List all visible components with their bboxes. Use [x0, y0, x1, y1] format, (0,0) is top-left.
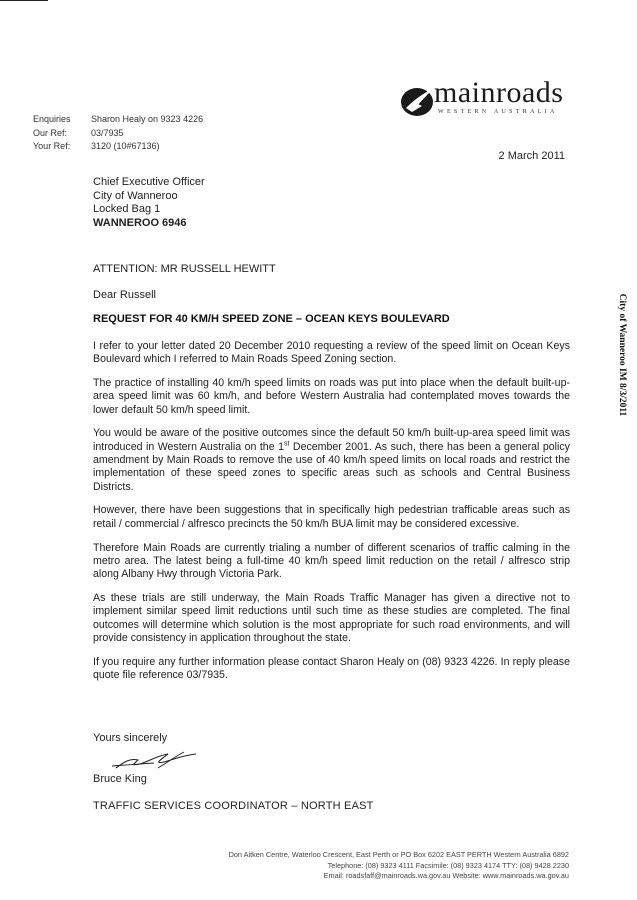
mainroads-logo	[398, 76, 578, 120]
attention-line: ATTENTION: MR RUSSELL HEWITT	[93, 263, 276, 275]
mainroads-logo-icon	[398, 82, 436, 120]
reference-label: Your Ref:	[33, 141, 71, 151]
body-paragraph: The practice of installing 40 km/h speed limits on roads was put into place when the default built-up-area speed limit was 60 km/h, and before Western Australia had contemplated moves towards the lower default 50 km/h speed limit.	[93, 377, 570, 416]
logo-subtitle: WESTERN AUSTRALIA	[438, 109, 558, 115]
reference-value: Sharon Healy on 9323 4226	[91, 114, 204, 124]
footer-line: Telephone: (08) 9323 4111 Facsimile: (08) 9323 4174 TTY: (08) 9428 2230	[327, 860, 569, 870]
footer-line: Email: roadsfaff@mainroads.wa.gov.au Website: www.mainroads.wa.gov.au	[323, 871, 569, 880]
address-line: Locked Bag 1	[93, 203, 161, 215]
corner-mark	[0, 0, 48, 1]
letter-date: 2 March 2011	[498, 150, 565, 162]
subject-heading: REQUEST FOR 40 KM/H SPEED ZONE – OCEAN KEYS BOULEVARD	[93, 313, 450, 325]
address-city-postcode: WANNEROO 6946	[93, 216, 187, 229]
recipient-address	[93, 176, 205, 230]
body-paragraph: I refer to your letter dated 20 December 2010 requesting a review of the speed limit on Ocean Keys Boulevard which I referred to Main Roads Speed Zoning section.	[93, 340, 570, 366]
letter-body	[93, 340, 570, 693]
reference-label: Enquiries	[33, 114, 71, 124]
reference-enquiries	[33, 113, 203, 127]
body-paragraph: If you require any further information please contact Sharon Healy on (08) 9323 4226. In reply please quote file reference 03/7935.	[93, 655, 570, 681]
reference-your-ref	[33, 140, 203, 154]
body-paragraph	[93, 427, 570, 493]
closing: Yours sincerely	[93, 732, 168, 744]
address-line: City of Wanneroo	[93, 189, 178, 202]
signer-title: TRAFFIC SERVICES COORDINATOR – NORTH EAST	[93, 800, 374, 812]
body-paragraph: However, there have been suggestions that in specifically high pedestrian trafficable areas such as retail / commercial / alfresco precincts the 50 km/h BUA limit may be considered excessive.	[93, 504, 570, 530]
ordinal-suffix: st	[283, 440, 290, 448]
reference-our-ref	[33, 127, 203, 141]
stamp-text: City of Wanneroo IM 8/3/2011	[617, 293, 627, 417]
reference-label: Our Ref:	[33, 127, 68, 138]
reference-block	[33, 113, 203, 154]
address-line: Chief Executive Officer	[93, 176, 205, 188]
body-paragraph: Therefore Main Roads are currently trialing a number of different scenarios of traffic calming in the metro area. The latest being a full-time 40 km/h speed limit reduction on the retail / alfresco strip along Albany Hwy through Victoria Park.	[93, 541, 570, 581]
body-paragraph: As these trials are still underway, the Main Roads Traffic Manager has given a directive not to implement similar speed limit reductions until such time as these studies are completed. The final outcomes will determine which solution is the most appropriate for such road environments, and will provide consistency in application throughout the state.	[93, 591, 570, 644]
signer-name: Bruce King	[93, 773, 147, 785]
paragraph-text: December 2001. As such, there has been a general policy amendment by Main Roads to remove the use of 40 km/h speed limits on local roads and restrict the implementation of these speed zones to specific areas such as schools and Central Business Districts.	[93, 440, 570, 493]
paragraph-text: You would be aware of the positive outcomes since the default 50 km/h built-up-area speed limit was introduced in Western Australia on the 1	[93, 427, 570, 453]
received-stamp	[612, 293, 632, 417]
salutation: Dear Russell	[93, 289, 156, 301]
logo-wordmark: mainroads	[434, 76, 564, 109]
footer-line: Don Aitken Centre, Waterloo Crescent, East Perth or PO Box 6202 EAST PERTH Western Australia 6892	[228, 850, 569, 859]
signature-scribble	[110, 748, 200, 774]
reference-value: 03/7935	[91, 127, 124, 138]
footer-contact	[229, 850, 569, 882]
reference-value: 3120 (10#67136)	[91, 141, 160, 151]
